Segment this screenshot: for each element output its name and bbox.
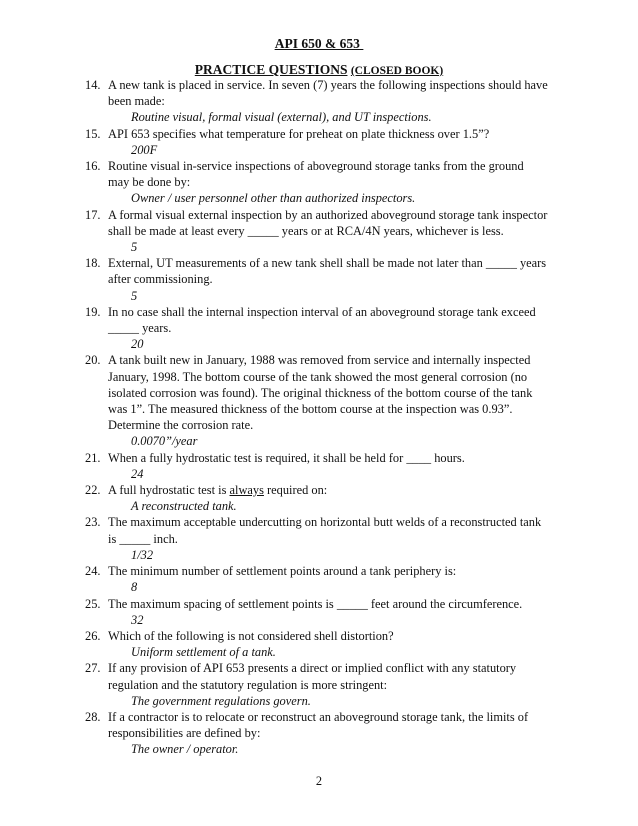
question-number: 26. xyxy=(85,628,101,643)
question-22 xyxy=(85,482,548,514)
question-18 xyxy=(85,255,548,304)
question-text: The maximum spacing of settlement points is _____ feet around the circumference. xyxy=(108,596,523,611)
question-14 xyxy=(85,77,548,126)
question-list xyxy=(85,77,548,758)
question-answer: Owner / user personnel other than authorized inspectors. xyxy=(131,191,416,206)
question-number: 16. xyxy=(85,159,101,174)
question-24 xyxy=(85,563,548,595)
page-number: 2 xyxy=(315,774,323,788)
question-text: If a contractor is to relocate or reconstruct an aboveground storage tank, the limits of responsibilities are defined by: xyxy=(108,709,529,741)
question-23 xyxy=(85,514,548,563)
question-answer: 24 xyxy=(131,466,144,481)
question-answer: 5 xyxy=(131,240,138,255)
question-text: A tank built new in January, 1988 was removed from service and internally inspected January, 1998. The bottom course of the tank showed the most general corrosion (no isolated corrosion was found). The original thickness of the bottom course of the tank was 1”. The measured thickness of the bottom course at the inspection was 0.93”. Determine the corrosion rate. xyxy=(108,353,533,433)
question-answer: 200F xyxy=(131,142,158,157)
question-answer: 20 xyxy=(131,337,144,352)
question-answer: 1/32 xyxy=(131,547,154,562)
question-text-before: A full hydrostatic test is xyxy=(108,483,230,498)
document-title-text: API 650 & 653 xyxy=(274,36,360,51)
question-answer: 5 xyxy=(131,288,138,303)
question-text: When a fully hydrostatic test is required, it shall be held for ____ hours. xyxy=(108,450,465,465)
question-16 xyxy=(85,158,548,207)
question-answer: A reconstructed tank. xyxy=(131,499,237,514)
question-21 xyxy=(85,450,548,482)
question-number: 17. xyxy=(85,207,101,222)
subtitle-main: PRACTICE QUESTIONS xyxy=(194,62,348,77)
question-answer: 32 xyxy=(131,612,144,627)
question-number: 27. xyxy=(85,661,101,676)
question-number: 24. xyxy=(85,564,101,579)
question-number: 28. xyxy=(85,709,101,724)
question-number: 20. xyxy=(85,353,101,368)
question-15 xyxy=(85,126,548,158)
question-text-emphasis: always xyxy=(229,483,264,498)
question-20 xyxy=(85,352,548,449)
document-title-trailing xyxy=(360,36,363,51)
question-text: A formal visual external inspection by an authorized aboveground storage tank inspector shall be made at least every _____ years or at RCA/4N years, whichever is less. xyxy=(108,207,548,238)
question-answer: The owner / operator. xyxy=(131,742,239,757)
question-number: 15. xyxy=(85,126,101,141)
question-answer: 8 xyxy=(131,580,138,595)
question-26 xyxy=(85,628,548,660)
question-number: 21. xyxy=(85,450,101,465)
question-number: 25. xyxy=(85,596,101,611)
question-text: In no case shall the internal inspection interval of an aboveground storage tank exceed _____ years. xyxy=(108,304,536,336)
question-answer: 0.0070”/year xyxy=(131,434,198,449)
question-number: 19. xyxy=(85,304,101,319)
question-text: The maximum acceptable undercutting on horizontal butt welds of a reconstructed tank is _____ inch. xyxy=(108,515,542,546)
question-19 xyxy=(85,304,548,353)
question-text: External, UT measurements of a new tank shell shall be made not later than _____ years after commissioning. xyxy=(108,256,547,287)
question-text: If any provision of API 653 presents a direct or implied conflict with any statutory regulation and the statutory regulation is more stringent: xyxy=(108,661,517,692)
question-text xyxy=(108,482,548,498)
question-text: Which of the following is not considered shell distortion? xyxy=(108,628,394,643)
question-text: Routine visual in-service inspections of aboveground storage tanks from the ground may be done by: xyxy=(108,159,524,190)
question-answer: The government regulations govern. xyxy=(131,693,311,708)
question-text: The minimum number of settlement points around a tank periphery is: xyxy=(108,564,457,579)
question-answer: Uniform settlement of a tank. xyxy=(131,645,276,660)
question-answer: Routine visual, formal visual (external), and UT inspections. xyxy=(131,110,432,125)
question-number: 23. xyxy=(85,515,101,530)
question-number: 18. xyxy=(85,256,101,271)
question-text: API 653 specifies what temperature for preheat on plate thickness over 1.5”? xyxy=(108,126,490,141)
question-number: 22. xyxy=(85,483,101,498)
question-25 xyxy=(85,596,548,628)
question-28 xyxy=(85,709,548,758)
question-text-after: required on: xyxy=(263,483,328,498)
document-title xyxy=(0,36,638,52)
subtitle-closed-book: (CLOSED BOOK) xyxy=(350,65,444,77)
question-27 xyxy=(85,660,548,709)
question-text: A new tank is placed in service. In seven (7) years the following inspections should have been made: xyxy=(108,78,548,109)
question-number: 14. xyxy=(85,78,101,92)
question-17 xyxy=(85,207,548,256)
